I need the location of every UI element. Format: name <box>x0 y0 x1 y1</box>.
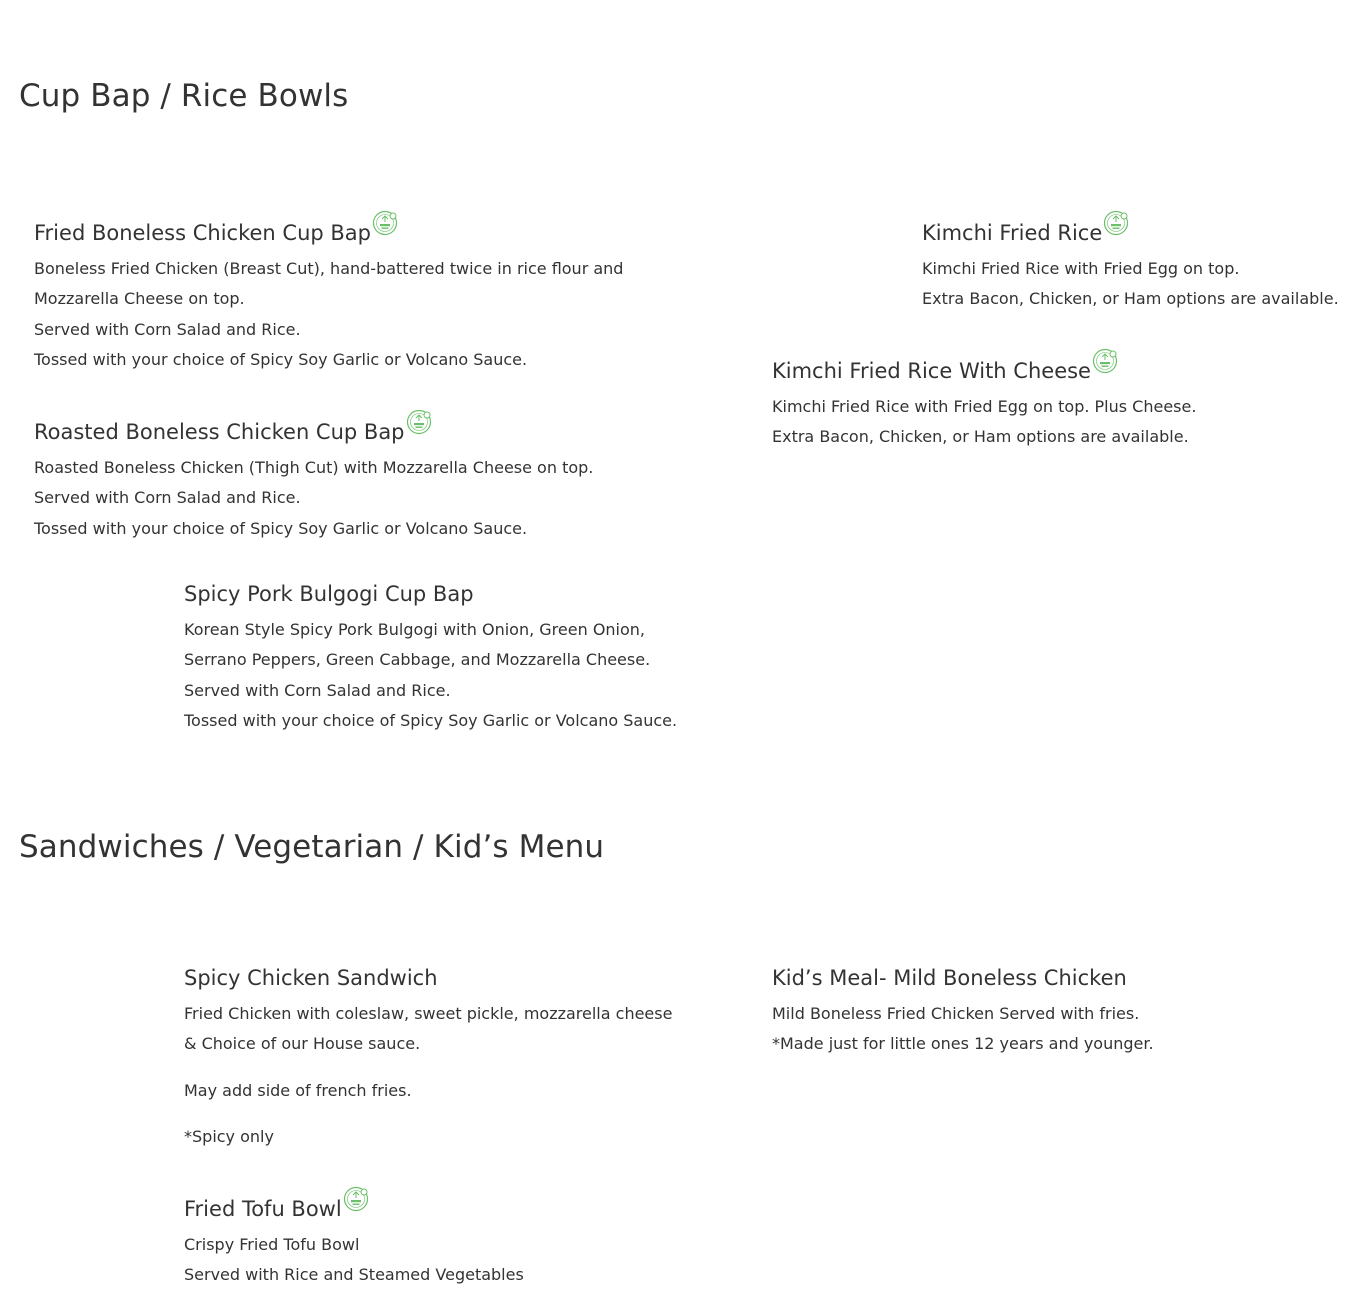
menu-item-spicy-chicken-sandwich <box>184 964 672 1153</box>
description-line: Serrano Peppers, Green Cabbage, and Mozzarella Cheese. <box>184 650 651 670</box>
menu-item-title <box>34 418 593 446</box>
menu-item-description <box>772 392 1196 453</box>
gluten-free-badge-icon <box>1092 348 1118 374</box>
menu-item-description <box>34 453 593 544</box>
menu-item-fried-boneless-chicken-cup-bap <box>34 219 623 376</box>
description-line: Crispy Fried Tofu Bowl <box>184 1235 360 1254</box>
description-line: Kimchi Fried Rice with Fried Egg on top. <box>922 259 1240 278</box>
section-title-cup-bap: Cup Bap / Rice Bowls <box>19 78 349 114</box>
description-line: Mild Boneless Fried Chicken Served with fries. <box>772 1004 1140 1023</box>
description-line: Mozzarella Cheese on top. <box>34 289 245 309</box>
menu-item-title <box>184 964 672 992</box>
menu-item-name: Fried Boneless Chicken Cup Bap <box>34 221 371 245</box>
menu-item-spicy-pork-bulgogi-cup-bap <box>184 580 677 737</box>
description-line: & Choice of our House sauce. <box>184 1034 421 1054</box>
menu-item-name: Kimchi Fried Rice <box>922 221 1103 245</box>
menu-item-name: Roasted Boneless Chicken Cup Bap <box>34 420 405 444</box>
description-line: Fried Chicken with coleslaw, sweet pickle, mozzarella cheese <box>184 1004 673 1023</box>
menu-item-name: Kid’s Meal- Mild Boneless Chicken <box>772 966 1127 990</box>
menu-item-fried-tofu-bowl <box>184 1195 524 1291</box>
menu-item-description <box>34 254 623 376</box>
menu-item-name: Spicy Pork Bulgogi Cup Bap <box>184 582 474 606</box>
menu-item-description <box>772 999 1154 1060</box>
menu-item-description <box>922 254 1339 315</box>
description-line: Served with Corn Salad and Rice. <box>184 680 451 700</box>
menu-item-name: Fried Tofu Bowl <box>184 1197 342 1221</box>
description-line: *Made just for little ones 12 years and younger. <box>772 1034 1154 1054</box>
description-line: Korean Style Spicy Pork Bulgogi with Onion, Green Onion, <box>184 620 646 639</box>
description-line: Served with Corn Salad and Rice. <box>34 319 301 339</box>
gluten-free-badge-icon <box>372 210 398 236</box>
description-line: *Spicy only <box>184 1127 274 1147</box>
description-line: Kimchi Fried Rice with Fried Egg on top. Plus Cheese. <box>772 397 1197 416</box>
menu-item-title <box>184 1195 524 1223</box>
description-line: Served with Rice and Steamed Vegetables <box>184 1265 524 1285</box>
menu-item-kimchi-fried-rice-with-cheese <box>772 357 1196 453</box>
menu-item-title <box>184 580 677 608</box>
menu-item-description <box>184 615 677 737</box>
menu-item-description <box>184 999 672 1153</box>
description-line: Boneless Fried Chicken (Breast Cut), hand-battered twice in rice flour and <box>34 259 624 278</box>
description-line: Roasted Boneless Chicken (Thigh Cut) with Mozzarella Cheese on top. <box>34 458 594 477</box>
menu-item-name: Spicy Chicken Sandwich <box>184 966 438 990</box>
menu-item-title <box>772 357 1196 385</box>
description-line: May add side of french fries. <box>184 1080 412 1100</box>
menu-item-description <box>184 1230 524 1291</box>
gluten-free-badge-icon <box>343 1186 369 1212</box>
menu-item-kids-meal-mild-boneless-chicken <box>772 964 1154 1060</box>
menu-item-title <box>922 219 1339 247</box>
description-line: Tossed with your choice of Spicy Soy Garlic or Volcano Sauce. <box>34 350 528 370</box>
menu-item-title <box>34 219 623 247</box>
description-line: Tossed with your choice of Spicy Soy Garlic or Volcano Sauce. <box>184 711 678 731</box>
description-line: Extra Bacon, Chicken, or Ham options are available. <box>772 427 1189 447</box>
section-title-sandwiches-vegetarian-kids: Sandwiches / Vegetarian / Kid’s Menu <box>19 829 605 865</box>
menu-item-title <box>772 964 1154 992</box>
menu-item-roasted-boneless-chicken-cup-bap <box>34 418 593 544</box>
gluten-free-badge-icon <box>1103 210 1129 236</box>
description-line: Tossed with your choice of Spicy Soy Garlic or Volcano Sauce. <box>34 518 528 538</box>
menu-item-kimchi-fried-rice <box>922 219 1339 315</box>
gluten-free-badge-icon <box>406 409 432 435</box>
description-line: Extra Bacon, Chicken, or Ham options are available. <box>922 289 1339 309</box>
description-line: Served with Corn Salad and Rice. <box>34 488 301 508</box>
menu-item-name: Kimchi Fried Rice With Cheese <box>772 359 1091 383</box>
